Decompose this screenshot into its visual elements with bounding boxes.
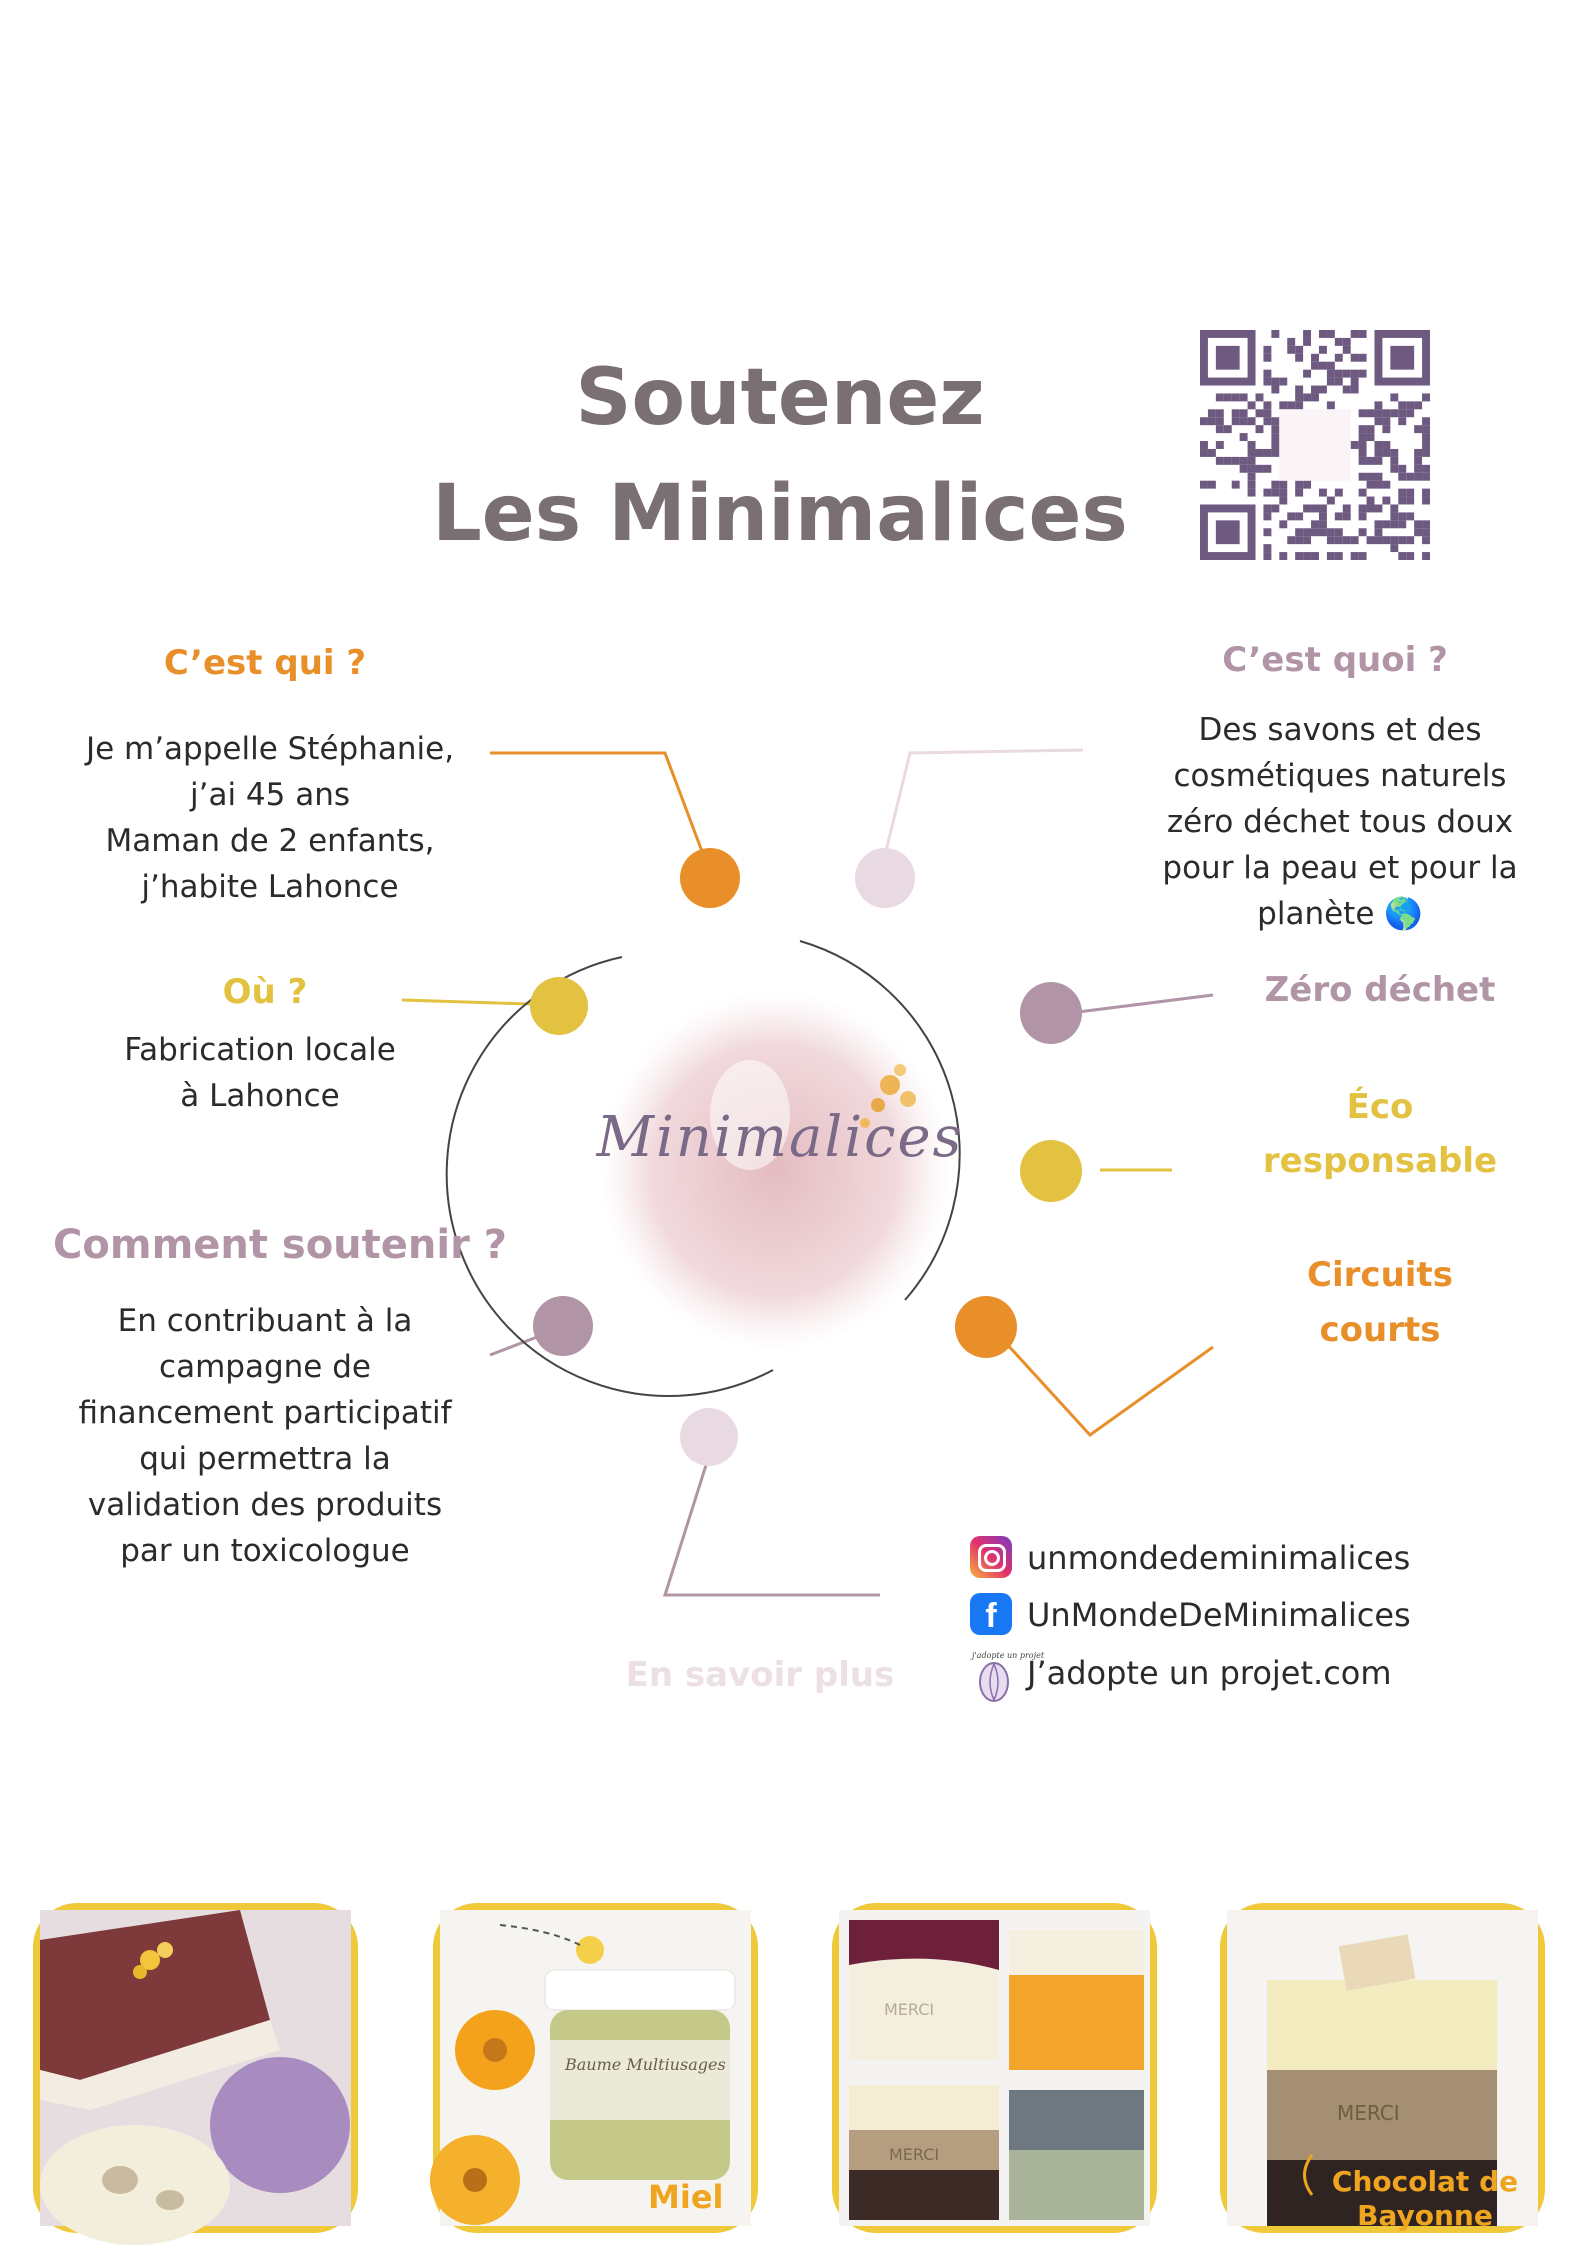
text-quoi-line: zéro déchet tous doux [1166, 804, 1514, 840]
text-quoi-line: planète 🌎 [1257, 896, 1423, 932]
circuits-line-2: courts [1319, 1310, 1441, 1350]
text-quoi [1110, 707, 1570, 937]
text-comment [30, 1298, 500, 1574]
heading-savoir: En savoir plus [625, 1655, 895, 1695]
heading-zero: Zéro déchet [1264, 970, 1496, 1010]
text-comment-line: par un toxicologue [120, 1533, 410, 1569]
jadopte-icon[interactable] [972, 1648, 1045, 1704]
text-quoi-line: Des savons et des [1198, 712, 1482, 748]
photo-merci-soaps-img [839, 1910, 1150, 2226]
photo-soaps-loofah-img [40, 1910, 351, 2226]
instagram-icon[interactable] [970, 1536, 1012, 1578]
text-qui-line: Maman de 2 enfants, [105, 823, 435, 859]
svg-text:Baume Multiusages: Baume Multiusages [565, 2055, 726, 2074]
text-ou-line: à Lahonce [180, 1078, 340, 1114]
svg-text:MERCI: MERCI [1337, 2101, 1400, 2125]
jadopte-link[interactable]: J’adopte un projet.com [1027, 1654, 1392, 1692]
heading-eco [1200, 1080, 1560, 1188]
label-miel: Miel [648, 2178, 724, 2216]
chocolat-line-1: Chocolat de [1331, 2165, 1519, 2198]
label-chocolat [1305, 2165, 1545, 2233]
connector-circuits [1005, 1342, 1213, 1435]
dot-savoir [680, 1408, 738, 1466]
text-comment-line: campagne de [159, 1349, 371, 1385]
text-quoi-line: pour la peau et pour la [1162, 850, 1518, 886]
photo-baume-miel [433, 1903, 758, 2233]
chocolat-line-2: Bayonne [1357, 2199, 1493, 2232]
eco-line-1: Éco [1346, 1087, 1414, 1127]
text-qui [40, 726, 500, 910]
text-qui-line: Je m’appelle Stéphanie, [85, 731, 455, 767]
text-ou [40, 1027, 480, 1119]
text-comment-line: qui permettra la [139, 1441, 391, 1477]
svg-text:MERCI: MERCI [884, 2000, 935, 2019]
heading-qui: C’est qui ? [163, 643, 367, 683]
text-qui-line: j’habite Lahonce [141, 869, 399, 905]
logo-watercolor [560, 955, 990, 1385]
eco-line-2: responsable [1262, 1141, 1498, 1181]
facebook-icon[interactable]: f [970, 1593, 1012, 1635]
text-qui-line: j’ai 45 ans [189, 777, 351, 813]
dot-quoi [855, 848, 915, 908]
jadopte-icon-svg [972, 1648, 1045, 1704]
circuits-line-1: Circuits [1307, 1255, 1453, 1295]
heading-circuits [1200, 1248, 1560, 1358]
dot-eco [1020, 1140, 1082, 1202]
facebook-link[interactable]: UnMondeDeMinimalices [1027, 1596, 1411, 1634]
instagram-link[interactable]: unmondedeminimalices [1027, 1539, 1411, 1577]
logo-text: Minimalices [596, 1105, 964, 1170]
photo-merci-soaps [832, 1903, 1157, 2233]
dot-qui [680, 848, 740, 908]
svg-text:MERCI: MERCI [889, 2145, 940, 2164]
connector-savoir [665, 1462, 880, 1595]
photo-soaps-loofah [33, 1903, 358, 2233]
svg-text:j'adopte un projet: j'adopte un projet [972, 1651, 1045, 1660]
text-comment-line: validation des produits [87, 1487, 443, 1523]
text-comment-line: En contribuant à la [117, 1303, 413, 1339]
text-quoi-line: cosmétiques naturels [1173, 758, 1507, 794]
heading-comment: Comment soutenir ? [53, 1222, 507, 1268]
connector-zero [1078, 995, 1213, 1012]
text-ou-line: Fabrication locale [124, 1032, 396, 1068]
heading-quoi: C’est quoi ? [1222, 640, 1448, 680]
photo-chocolat [1220, 1903, 1545, 2233]
text-comment-line: financement participatif [78, 1395, 452, 1431]
title-line-1: Soutenez [575, 353, 985, 443]
minimalices-logo [560, 955, 990, 1385]
dot-zero [1020, 982, 1082, 1044]
heading-ou: Où ? [222, 972, 308, 1012]
connector-quoi [885, 750, 1083, 855]
connector-qui [490, 753, 706, 862]
title-line-2: Les Minimalices [432, 469, 1128, 559]
